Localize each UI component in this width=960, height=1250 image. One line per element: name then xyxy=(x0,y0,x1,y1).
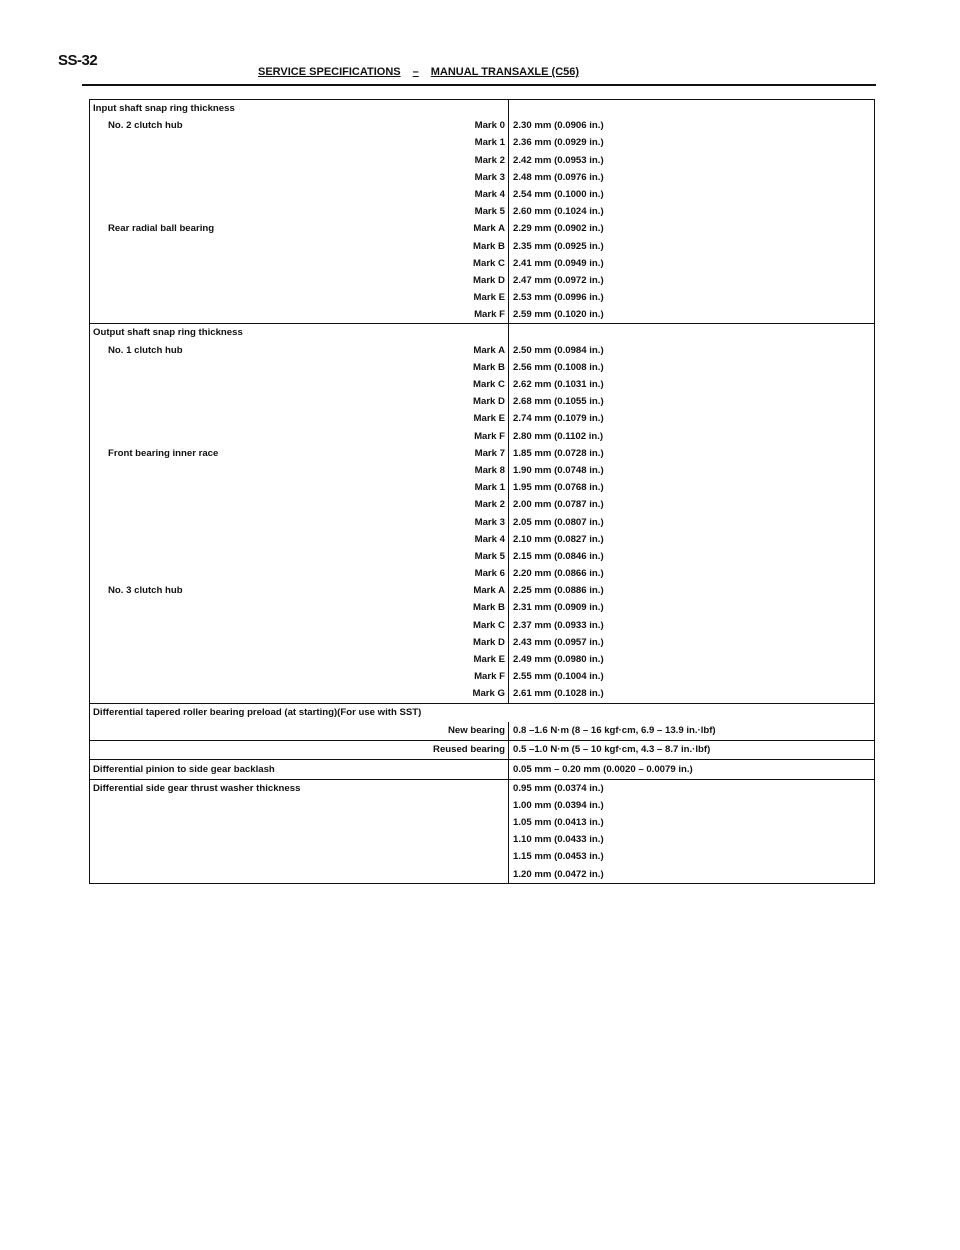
item-label: No. 2 clutch hub xyxy=(108,120,183,132)
preload-row xyxy=(90,722,874,740)
spec-row xyxy=(90,152,874,169)
spec-row xyxy=(90,255,874,272)
spec-row xyxy=(90,496,874,513)
spec-row xyxy=(90,479,874,496)
mark-label: Mark C xyxy=(473,257,505,269)
spec-row xyxy=(90,134,874,151)
spec-row xyxy=(90,169,874,186)
spec-row-label xyxy=(90,220,508,237)
mark-label: Mark E xyxy=(473,654,505,665)
preload-row-label xyxy=(90,722,508,740)
spec-value: 2.15 mm (0.0846 in.) xyxy=(513,550,604,562)
thrust-washer-rows xyxy=(90,780,874,883)
thrust-washer-value: 1.10 mm (0.0433 in.) xyxy=(513,834,604,846)
spec-row-label xyxy=(90,617,508,634)
section-heading: Differential tapered roller bearing preload (at starting)(For use with SST) xyxy=(93,706,422,718)
spec-row xyxy=(90,272,874,289)
spec-row xyxy=(90,359,874,376)
spec-row xyxy=(90,289,874,306)
spec-value: 2.43 mm (0.0957 in.) xyxy=(513,636,604,648)
spec-value: 2.41 mm (0.0949 in.) xyxy=(513,257,604,269)
spec-value: 2.00 mm (0.0787 in.) xyxy=(513,499,604,511)
spec-row-label xyxy=(90,548,508,565)
mark-label: Mark A xyxy=(473,344,505,356)
spec-row xyxy=(90,203,874,220)
spec-value: 2.60 mm (0.1024 in.) xyxy=(513,206,604,218)
item-label: No. 3 clutch hub xyxy=(108,585,183,597)
preload-row xyxy=(90,740,874,759)
spec-value: 2.05 mm (0.0807 in.) xyxy=(513,516,604,528)
mark-label: Mark D xyxy=(473,636,505,648)
header-subject: MANUAL TRANSAXLE (C56) xyxy=(430,66,580,78)
bearing-type: New bearing xyxy=(447,724,505,736)
spec-row xyxy=(90,445,874,462)
mark-label: Mark 6 xyxy=(474,568,505,580)
header-rule xyxy=(82,84,876,86)
thrust-washer-row xyxy=(90,866,874,883)
spec-value: 2.10 mm (0.0827 in.) xyxy=(513,533,604,545)
spec-row xyxy=(90,514,874,531)
spec-row xyxy=(90,565,874,582)
backlash-value: 0.05 mm – 0.20 mm (0.0020 – 0.0079 in.) xyxy=(513,763,693,775)
spec-value: 2.35 mm (0.0925 in.) xyxy=(513,240,604,252)
mark-label: Mark 7 xyxy=(474,447,505,459)
spec-row-label xyxy=(90,289,508,306)
mark-label: Mark 0 xyxy=(474,120,505,132)
spec-value: 2.59 mm (0.1020 in.) xyxy=(513,309,604,321)
spec-row-label xyxy=(90,169,508,186)
spec-row xyxy=(90,238,874,255)
spec-value: 2.20 mm (0.0866 in.) xyxy=(513,568,604,580)
spec-row xyxy=(90,428,874,445)
preload-rows xyxy=(90,722,874,759)
spec-row-label xyxy=(90,393,508,410)
mark-label: Mark E xyxy=(473,292,505,304)
spec-value: 2.49 mm (0.0980 in.) xyxy=(513,654,604,665)
mark-label: Mark 8 xyxy=(474,464,505,476)
input-shaft-rows xyxy=(90,117,874,323)
header-section: SERVICE SPECIFICATIONS xyxy=(258,66,401,78)
spec-row xyxy=(90,462,874,479)
mark-label: Mark E xyxy=(473,413,505,425)
spec-row-label xyxy=(90,634,508,651)
thrust-washer-value: 1.20 mm (0.0472 in.) xyxy=(513,868,604,880)
spec-value: 2.42 mm (0.0953 in.) xyxy=(513,154,604,166)
page-number: SS-32 xyxy=(58,52,98,69)
mark-label: Mark F xyxy=(474,430,505,442)
mark-label: Mark 1 xyxy=(474,137,505,149)
spec-value: 2.56 mm (0.1008 in.) xyxy=(513,361,604,373)
spec-value: 2.61 mm (0.1028 in.) xyxy=(513,688,604,700)
spec-value: 1.85 mm (0.0728 in.) xyxy=(513,447,604,459)
thrust-washer-label: Differential side gear thrust washer thickness xyxy=(93,782,301,794)
mark-label: Mark 4 xyxy=(474,533,505,545)
spec-value: 2.68 mm (0.1055 in.) xyxy=(513,396,604,408)
spec-row-label xyxy=(90,479,508,496)
mark-label: Mark D xyxy=(473,274,505,286)
output-shaft-rows xyxy=(90,342,874,703)
spec-value: 1.90 mm (0.0748 in.) xyxy=(513,464,604,476)
spec-row-label xyxy=(90,685,508,702)
spec-row xyxy=(90,531,874,548)
preload-section xyxy=(90,703,874,759)
spec-row-label xyxy=(90,238,508,255)
spec-value: 2.53 mm (0.0996 in.) xyxy=(513,292,604,304)
mark-label: Mark D xyxy=(473,396,505,408)
header-separator: – xyxy=(412,66,419,78)
spec-row xyxy=(90,582,874,599)
spec-row-label xyxy=(90,410,508,427)
mark-label: Mark 1 xyxy=(474,482,505,494)
spec-row-label xyxy=(90,445,508,462)
thrust-washer-value: 1.05 mm (0.0413 in.) xyxy=(513,816,604,828)
section-heading-row xyxy=(90,100,874,117)
spec-row-label xyxy=(90,531,508,548)
spec-row-label xyxy=(90,651,508,668)
thrust-washer-label xyxy=(90,814,508,831)
spec-row xyxy=(90,617,874,634)
spec-row-label xyxy=(90,203,508,220)
spec-row-label xyxy=(90,306,508,323)
mark-label: Mark F xyxy=(474,671,505,683)
spec-row xyxy=(90,599,874,616)
input-shaft-section xyxy=(90,100,874,323)
mark-label: Mark B xyxy=(473,240,505,252)
thrust-washer-row xyxy=(90,780,874,797)
spec-row xyxy=(90,548,874,565)
spec-row-label xyxy=(90,255,508,272)
thrust-washer-section xyxy=(90,779,874,883)
spec-row-label xyxy=(90,428,508,445)
mark-label: Mark 5 xyxy=(474,550,505,562)
thrust-washer-row xyxy=(90,797,874,814)
spec-row-label xyxy=(90,668,508,685)
spec-value: 2.50 mm (0.0984 in.) xyxy=(513,344,604,356)
mark-label: Mark A xyxy=(473,585,505,597)
spec-value: 2.80 mm (0.1102 in.) xyxy=(513,430,604,442)
thrust-washer-label xyxy=(90,831,508,848)
mark-label: Mark C xyxy=(473,619,505,631)
section-heading: Input shaft snap ring thickness xyxy=(93,103,235,114)
spec-row-label xyxy=(90,462,508,479)
mark-label: Mark B xyxy=(473,602,505,614)
spec-row-label xyxy=(90,514,508,531)
mark-label: Mark A xyxy=(473,223,505,235)
spec-row xyxy=(90,342,874,359)
spec-row-label xyxy=(90,359,508,376)
preload-row-label xyxy=(90,741,508,759)
spec-row xyxy=(90,651,874,668)
item-label: Rear radial ball bearing xyxy=(108,223,215,235)
spec-value: 2.29 mm (0.0902 in.) xyxy=(513,223,604,235)
spec-row xyxy=(90,685,874,702)
spec-row-label xyxy=(90,152,508,169)
spec-row-label xyxy=(90,582,508,599)
spec-value: 2.62 mm (0.1031 in.) xyxy=(513,379,604,390)
thrust-washer-value: 0.95 mm (0.0374 in.) xyxy=(513,782,604,794)
spec-row-label xyxy=(90,342,508,359)
mark-label: Mark 3 xyxy=(474,171,505,183)
spec-row-label xyxy=(90,496,508,513)
spec-row xyxy=(90,668,874,685)
spec-row-label xyxy=(90,272,508,289)
spec-row-label xyxy=(90,376,508,393)
spec-row xyxy=(90,634,874,651)
mark-label: Mark 3 xyxy=(474,516,505,528)
preload-value: 0.8 –1.6 N·m (8 – 16 kgf·cm, 6.9 – 13.9 in.·lbf) xyxy=(513,724,716,736)
spec-row xyxy=(90,376,874,393)
spec-row xyxy=(90,410,874,427)
mark-label: Mark F xyxy=(474,309,505,321)
spec-value: 2.54 mm (0.1000 in.) xyxy=(513,188,604,200)
thrust-washer-row xyxy=(90,814,874,831)
spec-value: 2.31 mm (0.0909 in.) xyxy=(513,602,604,614)
spec-row xyxy=(90,186,874,203)
mark-label: Mark G xyxy=(472,688,505,700)
thrust-washer-label xyxy=(90,848,508,865)
item-label: Front bearing inner race xyxy=(108,447,219,459)
running-header xyxy=(258,66,579,78)
thrust-washer-value: 1.00 mm (0.0394 in.) xyxy=(513,799,604,811)
spec-row xyxy=(90,306,874,323)
spec-table xyxy=(89,99,875,884)
backlash-row xyxy=(90,760,874,779)
spec-value: 2.48 mm (0.0976 in.) xyxy=(513,171,604,183)
spec-row-label xyxy=(90,117,508,134)
spec-value: 2.74 mm (0.1079 in.) xyxy=(513,413,604,425)
mark-label: Mark 5 xyxy=(474,206,505,218)
spec-row xyxy=(90,220,874,237)
thrust-washer-value: 1.15 mm (0.0453 in.) xyxy=(513,851,604,863)
section-heading-row xyxy=(90,324,874,341)
thrust-washer-row xyxy=(90,831,874,848)
spec-value: 2.37 mm (0.0933 in.) xyxy=(513,619,604,631)
section-heading: Output shaft snap ring thickness xyxy=(93,327,243,339)
mark-label: Mark 2 xyxy=(474,499,505,511)
thrust-washer-row xyxy=(90,848,874,865)
spec-value: 2.47 mm (0.0972 in.) xyxy=(513,274,604,286)
preload-value: 0.5 –1.0 N·m (5 – 10 kgf·cm, 4.3 – 8.7 in.·lbf) xyxy=(513,743,711,755)
backlash-label: Differential pinion to side gear backlash xyxy=(93,763,275,775)
bearing-type: Reused bearing xyxy=(433,743,505,755)
spec-row-label xyxy=(90,565,508,582)
mark-label: Mark 2 xyxy=(474,154,505,166)
spec-value: 2.55 mm (0.1004 in.) xyxy=(513,671,604,683)
spec-row-label xyxy=(90,134,508,151)
spec-value: 2.36 mm (0.0929 in.) xyxy=(513,137,604,149)
spec-row-label xyxy=(90,186,508,203)
thrust-washer-label xyxy=(90,866,508,883)
spec-row-label xyxy=(90,599,508,616)
thrust-washer-label xyxy=(90,797,508,814)
spec-row xyxy=(90,117,874,134)
mark-label: Mark C xyxy=(473,379,505,390)
spec-value: 2.25 mm (0.0886 in.) xyxy=(513,585,604,597)
spec-value: 1.95 mm (0.0768 in.) xyxy=(513,482,604,494)
output-shaft-section xyxy=(90,323,874,702)
spec-row xyxy=(90,393,874,410)
mark-label: Mark B xyxy=(473,361,505,373)
mark-label: Mark 4 xyxy=(474,188,505,200)
item-label: No. 1 clutch hub xyxy=(108,344,183,356)
spec-value: 2.30 mm (0.0906 in.) xyxy=(513,120,604,132)
backlash-section xyxy=(90,759,874,779)
